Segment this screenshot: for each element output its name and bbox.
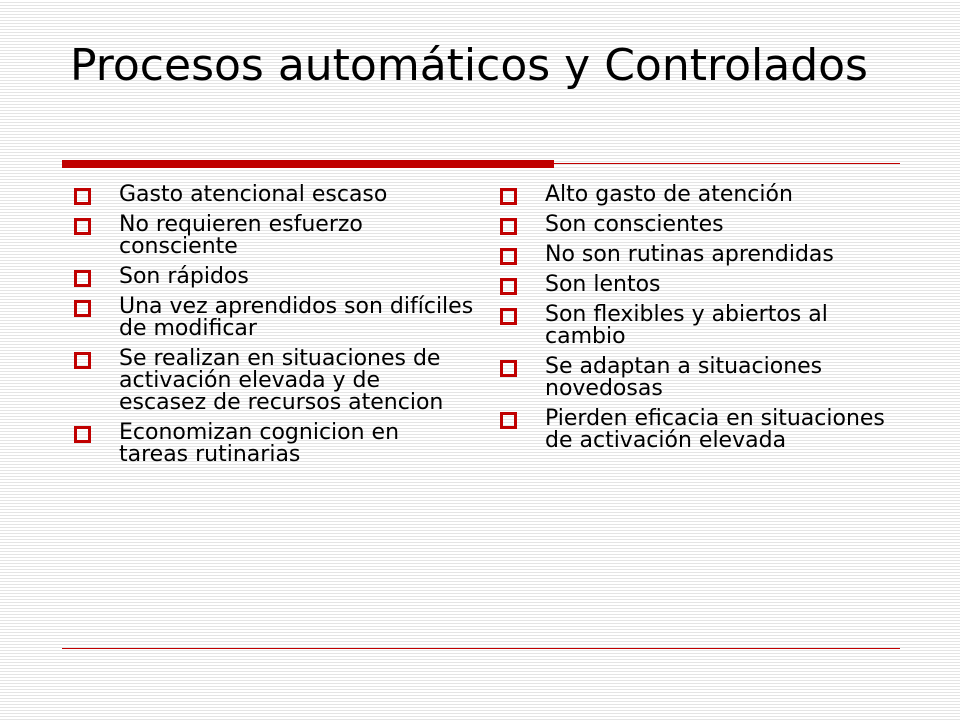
list-item-text: Alto gasto de atención (545, 182, 793, 207)
square-bullet-icon (500, 218, 517, 235)
list-item-text: Gasto atencional escaso (119, 182, 388, 207)
bottom-divider (62, 648, 900, 649)
square-bullet-icon (500, 412, 517, 429)
list-item-text: Pierden eficacia en situaciones de activación elevada (545, 406, 885, 453)
square-bullet-icon (74, 300, 91, 317)
list-item-text: Se adaptan a situaciones novedosas (545, 354, 823, 401)
square-bullet-icon (500, 248, 517, 265)
list-item (500, 408, 900, 452)
square-bullet-icon (74, 188, 91, 205)
list-item-text: Se realizan en situaciones de activación elevada y de escasez de recursos atencion (119, 346, 444, 415)
list-item (74, 184, 474, 206)
right-bullet-list (500, 184, 900, 460)
list-item-text: No son rutinas aprendidas (545, 242, 834, 267)
list-item-text: Son flexibles y abiertos al cambio (545, 302, 828, 349)
list-item-text: Son rápidos (119, 264, 249, 289)
list-item-text: Son lentos (545, 272, 661, 297)
list-item (500, 244, 900, 266)
list-item-text: No requieren esfuerzo consciente (119, 212, 363, 259)
square-bullet-icon (74, 426, 91, 443)
list-item (500, 184, 900, 206)
list-item (74, 348, 474, 414)
list-item (74, 296, 474, 340)
list-item (500, 356, 900, 400)
square-bullet-icon (500, 360, 517, 377)
list-item-text: Son conscientes (545, 212, 724, 237)
list-item (74, 266, 474, 288)
list-item (74, 422, 474, 466)
list-item-text: Economizan cognicion en tareas rutinarias (119, 420, 400, 467)
square-bullet-icon (500, 278, 517, 295)
left-bullet-list (74, 184, 474, 474)
list-item (500, 214, 900, 236)
title-accent-bar (62, 160, 554, 168)
slide-title: Procesos automáticos y Controlados (70, 40, 868, 91)
list-item (500, 274, 900, 296)
square-bullet-icon (74, 352, 91, 369)
list-item (74, 214, 474, 258)
list-item (500, 304, 900, 348)
square-bullet-icon (74, 270, 91, 287)
list-item-text: Una vez aprendidos son difíciles de modificar (119, 294, 474, 341)
square-bullet-icon (500, 188, 517, 205)
square-bullet-icon (74, 218, 91, 235)
square-bullet-icon (500, 308, 517, 325)
